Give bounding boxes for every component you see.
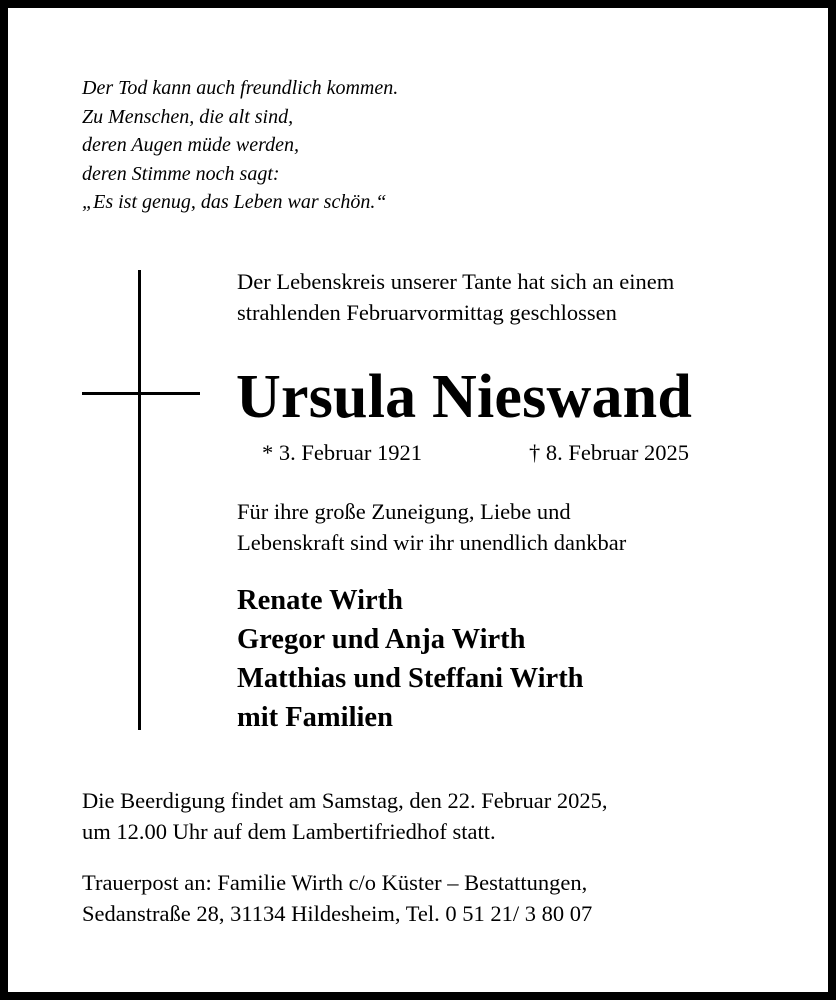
intro-line: Der Lebenskreis unserer Tante hat sich an einem xyxy=(237,269,675,294)
birth-date: * 3. Februar 1921 xyxy=(262,440,422,465)
gratitude-line: Lebenskraft sind wir ihr unendlich dankbar xyxy=(237,530,627,555)
intro-line: strahlenden Februarvormittag geschlossen xyxy=(237,300,617,325)
poem-line: deren Stimme noch sagt: xyxy=(82,162,280,185)
mourner-name: mit Familien xyxy=(237,702,393,733)
mourner-name: Gregor und Anja Wirth xyxy=(237,624,526,655)
mourner-name: Renate Wirth xyxy=(237,585,403,616)
poem-line: „Es ist genug, das Leben war schön.“ xyxy=(82,191,387,213)
gratitude-text xyxy=(237,496,626,558)
funeral-line: um 12.00 Uhr auf dem Lambertifriedhof statt. xyxy=(82,819,496,844)
condolence-address xyxy=(82,867,592,929)
deceased-name: Ursula Nieswand xyxy=(236,363,693,431)
mourners-list xyxy=(237,581,584,737)
poem-line: deren Augen müde werden, xyxy=(82,134,299,156)
condolence-line: Trauerpost an: Familie Wirth c/o Küster – Bestattungen, xyxy=(82,870,588,895)
funeral-info xyxy=(82,785,608,847)
mourner-name: Matthias und Steffani Wirth xyxy=(237,663,584,694)
gratitude-line: Für ihre große Zuneigung, Liebe und xyxy=(237,499,571,524)
cross-horizontal-bar xyxy=(82,392,200,395)
funeral-line: Die Beerdigung findet am Samstag, den 22. Februar 2025, xyxy=(82,788,608,813)
intro-text xyxy=(237,266,674,328)
poem xyxy=(82,74,582,217)
poem-line: Zu Menschen, die alt sind, xyxy=(82,105,294,128)
condolence-line: Sedanstraße 28, 31134 Hildesheim, Tel. 0 51 21/ 3 80 07 xyxy=(82,901,593,926)
death-date: † 8. Februar 2025 xyxy=(529,440,689,465)
cross-vertical-bar xyxy=(138,270,141,730)
poem-line: Der Tod kann auch freundlich kommen. xyxy=(82,77,399,99)
